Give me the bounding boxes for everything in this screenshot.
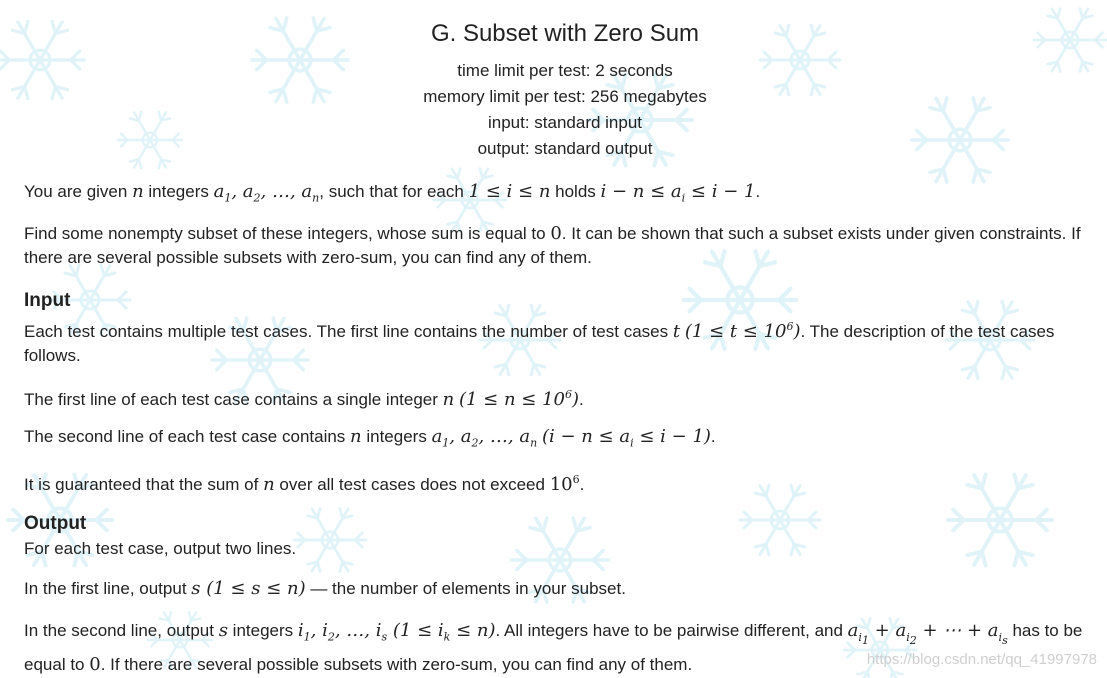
math-sum: $a_{i_1} + a_{i_2}$ + ⋯ + $a_{i_s}$ <box>847 620 1008 647</box>
input-spec: input: standard input <box>487 113 643 132</box>
output-spec: output: standard output <box>477 139 653 158</box>
text: has to be equal to <box>24 621 1083 674</box>
math-n: n <box>350 426 362 447</box>
text: The first line of each test case contains a single integer <box>24 390 443 409</box>
input-paragraph-1 <box>24 315 1104 368</box>
math-constraint-t: $(1 \le t \le 10^6)$ <box>684 320 801 342</box>
text: Each test contains multiple test cases. The first line contains the number of test cases <box>24 322 673 341</box>
text: integers <box>143 182 214 201</box>
text: . If there are several possible subsets with zero-sum, you can find any of them. <box>100 654 693 674</box>
math-constraint-i: 1 ≤ i ≤ n <box>468 181 551 202</box>
text: over all test cases does not exceed <box>274 475 550 494</box>
problem-header <box>0 18 1107 162</box>
text: . It can be shown that such a subset exists under given constraints. If there are several possible subsets with zero-sum, you can find any of them. <box>24 224 1081 267</box>
memory-limit: memory limit per test: 256 megabytes <box>423 87 707 106</box>
input-paragraph-4 <box>24 468 1104 497</box>
text: — the number of elements in your subset. <box>305 579 626 598</box>
math-a-seq: $a_1$, $a_2$, …, $a_n$ <box>431 426 538 450</box>
text: . <box>755 182 761 201</box>
text: In the first line, output <box>24 579 192 598</box>
math-constraint-s: s (1 ≤ s ≤ n) <box>191 578 306 599</box>
input-paragraph-2 <box>24 383 1104 412</box>
text: integers <box>227 621 298 640</box>
text: It is guaranteed that the sum of <box>24 475 264 494</box>
text: You are given <box>24 182 133 201</box>
text: , such that for each <box>319 182 469 201</box>
output-heading: Output <box>24 513 87 534</box>
text: . <box>710 427 716 446</box>
math-zero: 0 <box>550 223 562 244</box>
text: holds <box>550 182 601 201</box>
math-i-seq: $i_1$, $i_2$, …, $i_s$ $(1 \le i_k \le n)$ <box>297 620 496 644</box>
output-paragraph-2 <box>24 577 1104 601</box>
text: The second line of each test case contains <box>24 427 351 446</box>
math-n: n <box>442 389 455 410</box>
time-limit: time limit per test: 2 seconds <box>457 61 673 80</box>
legend-paragraph-2 <box>24 222 1104 270</box>
math-constraint-a: $(i - n \le a_i \le i - 1)$ <box>541 426 711 450</box>
math-s: s <box>218 620 228 641</box>
math-zero: 0 <box>89 653 101 675</box>
legend-paragraph-1 <box>24 180 1104 211</box>
math-constraint-n: $(1 \le n \le 10^6)$ <box>458 388 580 410</box>
math-constraint-a: $i - n \le a_i \le i - 1$ <box>600 181 756 205</box>
text: . All integers have to be pairwise different, and <box>495 621 848 640</box>
input-paragraph-3 <box>24 425 1104 456</box>
text: . The description of the test cases follows. <box>24 322 1055 365</box>
math-ten-pow-six: $10^6$ <box>549 473 580 495</box>
math-t: t <box>672 321 681 342</box>
output-paragraph-1: For each test case, output two lines. <box>24 539 297 558</box>
text: Find some nonempty subset of these integers, whose sum is equal to <box>24 224 551 243</box>
problem-title: G. Subset with Zero Sum <box>430 20 700 47</box>
text: integers <box>361 427 432 446</box>
text: . <box>579 475 585 494</box>
watermark: https://blog.csdn.net/qq_41997978 <box>866 651 1097 668</box>
input-heading: Input <box>24 290 71 311</box>
math-n: n <box>263 474 275 495</box>
text: . <box>579 390 584 409</box>
text: In the second line, output <box>24 621 219 640</box>
math-a-seq: $a_1$, $a_2$, …, $a_n$ <box>213 181 320 205</box>
math-n: n <box>132 181 144 202</box>
output-paragraph-3 <box>24 619 1104 677</box>
